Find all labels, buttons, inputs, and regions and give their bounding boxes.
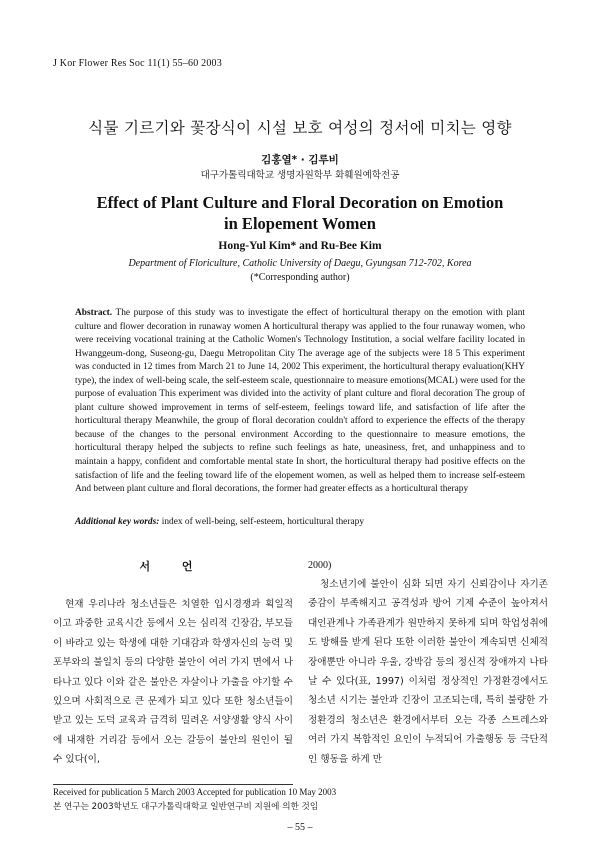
english-title	[0, 192, 600, 234]
abstract-text: The purpose of this study was to investigate the effect of horticultural therapy on the emotion with plant culture and flower decoration in runaway women A horticultural therapy was applied to the four runaway women, who were receiving vocational training at the Catholic Women's Technology Institution, a social welfare facility located in Hwanggeum-dong, Suseong-gu, Daegu Metropolitan City The average age of the subjects were 18 5 This experiment was conducted in 12 times from March 21 to June 14, 2002 This experiment, the horticultural therapy evaluation(KHY type), the index of well-being scale, the self-esteem scale, questionnaire to measure emotions(MCAL) were used for the purpose of evaluation This experiment was divided into the activity of plant culture and floral decoration The group of plant culture showed improvement in terms of self-esteem, feelings toward life, and satisfaction of life after the horticultural therapy Meanwhile, the group of floral decoration couldn't afford to experience the effects of the therapy because of the changes to the personal environment According to the questionnaire to measure emotions, the horticultural therapy helped the subjects to refine such feelings as hate, uneasiness, fret, and unhappiness and to maintain a happy, confident and comfortable mental state In short, the horticultural therapy had positive effects on the satisfaction of life and the feeling toward life of the elopement women, as well as helped them to increase self-esteem And between plant culture and floral decorations, the former had greater effects as a horticultural therapy	[75, 308, 526, 495]
journal-citation: J Kor Flower Res Soc 11(1) 55–60 2003	[53, 58, 222, 69]
korean-authors: 김홍열* · 김루비	[261, 154, 339, 166]
english-title-line1: Effect of Plant Culture and Floral Decoration on Emotion	[96, 193, 504, 212]
body-column-right-continuation: 2000)	[308, 560, 332, 571]
section-heading-introduction: 서 언	[139, 560, 207, 573]
english-affiliation: Department of Floriculture, Catholic University of Daegu, Gyungsan 712-702, Korea	[128, 258, 472, 269]
footnote-funding: 본 연구는 2003학년도 대구가톨릭대학교 일반연구비 지원에 의한 것임	[53, 802, 319, 812]
body-column-left: 현재 우리나라 청소년들은 치열한 입시경쟁과 획일적이고 과중한 교육시간 등에서 오는 심리적 긴장감, 부모들이 바라고 있는 학생에 대한 기대감과 학생자신의 능력 및 포부와의 불일치 등의 다양한 불안이 여러 가지 면에서 나타나고 있다 이와 같은 불안은 자살이나 가출을 야기할 수 있으며 사회적으로 큰 문제가 되고 있다 또한 청소년들이 받고 있는 도덕 교육과 급격히 밀려온 서양생활 양식 사이에 내재한 거리감 등에서 오는 갈등이 불안의 원인이 될 수 있다(이,	[53, 599, 293, 766]
keywords-label: Additional key words:	[75, 517, 160, 527]
corresponding-author-note: (*Corresponding author)	[250, 272, 350, 283]
footnote-rule	[53, 784, 293, 785]
footnote-received: Received for publication 5 March 2003 Accepted for publication 10 May 2003	[53, 787, 337, 797]
page-number: – 55 –	[287, 822, 313, 833]
english-authors: Hong-Yul Kim* and Ru-Bee Kim	[218, 240, 382, 252]
body-column-right: 청소년기에 불안이 심화 되면 자기 신뢰감이나 자기존중감이 부족해지고 공격성과 방어 기제 수준이 높아져서 대인관계나 가족관계가 원만하지 못하게 되며 학업성취에도 방해를 받게 된다 또한 이러한 불안이 계속되면 신체적 장애뿐만 아니라 우울, 강박감 등의 정신적 장애까지 나타날 수 있다(표, 1997) 이처럼 정상적인 가정환경에서도 청소년 시기는 불안과 긴장이 고조되는데, 특히 불량한 가정환경의 청소년은 환경에서부터 오는 각종 스트레스와 여러 가지 복합적인 요인이 누적되어 가출행동 등 극단적인 행동을 하게 만	[308, 579, 548, 765]
abstract	[75, 307, 525, 497]
korean-title: 식물 기르기와 꽃장식이 시설 보호 여성의 정서에 미치는 영향	[88, 119, 512, 137]
english-title-line2: in Elopement Women	[224, 214, 376, 233]
keywords	[75, 517, 535, 527]
keywords-text: index of well-being, self-esteem, horticultural therapy	[161, 517, 365, 527]
abstract-label: Abstract.	[75, 308, 113, 318]
korean-affiliation: 대구가톨릭대학교 생명자원학부 화훼원예학전공	[200, 170, 400, 181]
